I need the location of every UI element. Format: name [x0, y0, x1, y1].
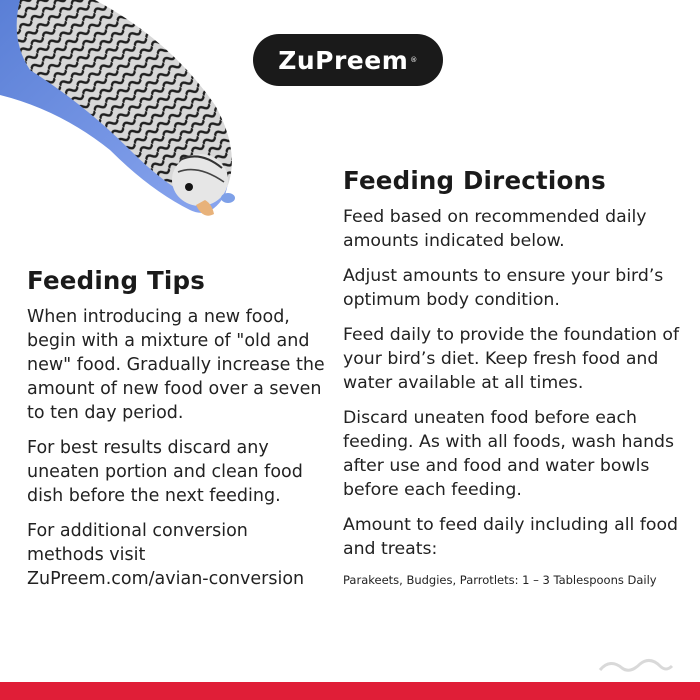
feeding-direction-paragraph: Amount to feed daily including all food and treats:	[343, 515, 679, 559]
registered-mark: ®	[410, 56, 418, 64]
feeding-direction-paragraph: Discard uneaten food before each feeding. As with all foods, wash hands after use and food and water bowls before each feeding.	[343, 408, 675, 500]
accent-bar	[0, 682, 700, 700]
feeding-tip-paragraph: When introducing a new food, begin with a mixture of "old and new" food. Gradually increase the amount of new food over a seven to ten day period.	[27, 307, 325, 423]
feeding-tips-heading: Feeding Tips	[27, 266, 206, 295]
haraj-watermark	[596, 654, 676, 676]
feeding-directions-heading: Feeding Directions	[343, 166, 606, 195]
logo-text: ZuPreem	[278, 45, 409, 75]
feeding-tip-paragraph: For additional conversion methods visit ZuPreem.com/avian-conversion	[27, 521, 305, 589]
feeding-direction-paragraph: Feed based on recommended daily amounts indicated below.	[343, 207, 647, 251]
feeding-direction-paragraph: Adjust amounts to ensure your bird’s optimum body condition.	[343, 266, 664, 310]
feeding-tips-section	[27, 266, 327, 602]
zupreem-logo	[253, 34, 443, 86]
feeding-tip-paragraph: For best results discard any uneaten portion and clean food dish before the next feeding.	[27, 438, 303, 506]
feeding-amount-line: Parakeets, Budgies, Parrotlets: 1 – 3 Tablespoons Daily	[343, 573, 657, 587]
feeding-direction-paragraph: Feed daily to provide the foundation of your bird’s diet. Keep fresh food and water available at all times.	[343, 325, 680, 393]
feeding-directions-section	[343, 166, 683, 599]
budgie-bird-image	[0, 0, 250, 230]
